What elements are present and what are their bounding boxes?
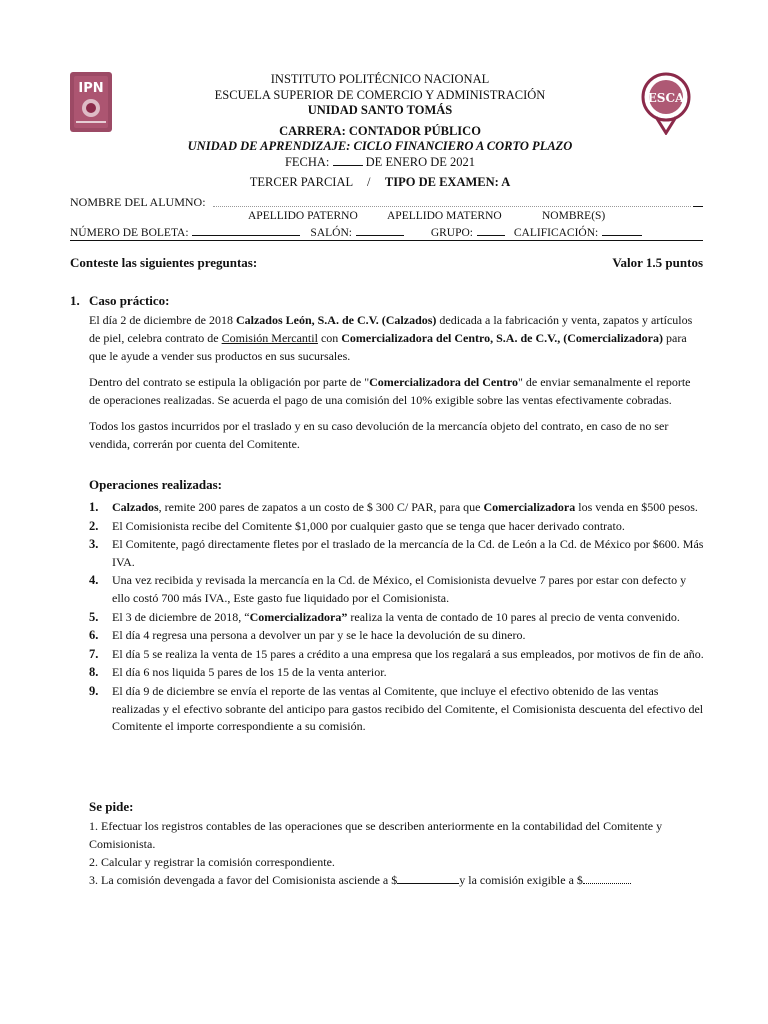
unit-name: UNIDAD SANTO TOMÁS — [307, 103, 453, 117]
case-paragraph-3: Todos los gastos incurridos por el traslado y en su caso devolución de la mercancía objeto del contrato, en caso de no ser vendida, correrán por cuenta del Comitente. — [89, 419, 669, 451]
case-title: Caso práctico: — [89, 293, 170, 308]
case-paragraph-1: El día 2 de diciembre de 2018 Calzados León, S.A. de C.V. (Calzados) dedicada a la fabricación y venta, zapatos y artículos de piel, celebra contrato de Comisión Mercantil con Comercializadora del Centro, S.A. de C.V., (Comercializadora) para que le ayude a vender sus productos en sus sucursales. — [89, 313, 693, 363]
list-item: 3. El Comitente, pagó directamente fletes por el traslado de la mercancía de la Cd. de León a la Cd. de México por $600. Más IVA. — [89, 537, 704, 569]
school-name: ESCUELA SUPERIOR DE COMERCIO Y ADMINISTRACIÓN — [214, 88, 546, 102]
grupo-field[interactable] — [477, 224, 505, 236]
ops-title-box — [89, 476, 704, 494]
list-item: 1. Calzados, remite 200 pares de zapatos a un costo de $ 300 C/ PAR, para que Comercializadora los venda en $500 pesos. — [89, 500, 698, 514]
boleta-row — [70, 224, 703, 241]
operations-list — [89, 499, 704, 737]
partial-label: TERCER PARCIAL — [249, 175, 353, 189]
career: CARRERA: CONTADOR PÚBLICO — [279, 124, 481, 138]
list-item: 4. Una vez recibida y revisada la mercancía en la Cd. de México, el Comisionista devuelve 7 pares por estar con defecto y ello costó 700 más IVA., Este gasto fue liquidado por el Comisionista. — [89, 573, 687, 605]
svg-text:ESCA: ESCA — [647, 91, 685, 105]
list-item: 2. El Comisionista recibe del Comitente $1,000 por cualquier gasto que se tenga que hacer derivado contrato. — [89, 518, 625, 533]
exam-date — [120, 154, 640, 170]
list-item: 9. El día 9 de diciembre se envía el reporte de las ventas al Comitente, que incluye el efectivo obtenido de las ventas realizadas y el efectivo sobrante del anticipo para gastos recibido del Comitente, el Comisionista descuenta del efectivo del Comitente el importe correspondiente a su comisión. — [89, 683, 704, 734]
boleta-field[interactable] — [192, 224, 300, 236]
requirement-2: 2. Calcular y registrar la comisión correspondiente. — [89, 855, 335, 869]
ipn-logo — [68, 70, 114, 134]
salon-field[interactable] — [356, 224, 404, 236]
name-field-end — [693, 206, 703, 207]
list-item: 8. El día 6 nos liquida 5 pares de los 15 de la venta anterior. — [89, 665, 387, 680]
name-columns — [70, 210, 703, 224]
name-field[interactable] — [213, 206, 691, 207]
separator: / — [367, 175, 371, 189]
list-item: 5. El 3 de diciembre de 2018, “Comercializadora” realiza la venta de contado de 10 pares al precio de venta convenido. — [89, 609, 680, 624]
requirements-list — [89, 817, 704, 889]
commission-due-field[interactable] — [583, 871, 631, 884]
institute-name: INSTITUTO POLITÉCNICO NACIONAL — [270, 72, 490, 86]
esca-logo — [640, 71, 692, 135]
date-blank[interactable] — [333, 154, 363, 166]
exam-type: TIPO DE EXAMEN: A — [384, 175, 511, 189]
calificacion-label: CALIFICACIÓN: — [513, 227, 599, 239]
pide-title: Se pide: — [89, 799, 134, 814]
salon-label: SALÓN: — [310, 227, 352, 239]
col-materno: APELLIDO MATERNO — [387, 210, 502, 222]
requirements — [89, 798, 704, 816]
list-item: 6. El día 4 regresa una persona a devolver un par y se le hace la devolución de su dinero. — [89, 628, 526, 643]
calificacion-field[interactable] — [602, 224, 642, 236]
instructions-text: Conteste las siguientes preguntas: — [70, 255, 258, 270]
course-name: UNIDAD DE APRENDIZAJE: CICLO FINANCIERO A CORTO PLAZO — [187, 139, 573, 153]
points-value: Valor 1.5 puntos — [612, 255, 703, 270]
date-label: FECHA: — [284, 155, 333, 169]
exam-info — [120, 175, 640, 190]
svg-text:IPN: IPN — [78, 81, 104, 96]
date-suffix: DE ENERO DE 2021 — [362, 155, 476, 169]
instructions-row — [70, 255, 703, 271]
grupo-label: GRUPO: — [430, 227, 474, 239]
case-body — [89, 292, 704, 461]
requirement-3: 3. La comisión devengada a favor del Comisionista asciende a $ y la comisión exigible a $ — [89, 871, 704, 889]
name-label: NOMBRE DEL ALUMNO: — [70, 195, 206, 209]
col-nombres: NOMBRE(S) — [542, 210, 606, 222]
commission-accrued-field[interactable] — [397, 871, 459, 884]
student-name-row — [70, 195, 703, 211]
col-paterno: APELLIDO PATERNO — [248, 210, 358, 222]
boleta-label: NÚMERO DE BOLETA: — [70, 227, 189, 239]
question-number: 1. — [70, 293, 80, 308]
case-paragraph-2: Dentro del contrato se estipula la obligación por parte de "Comercializadora del Centro" de enviar semanalmente el reporte de operaciones realizadas. Se acuerda el pago de una comisión del 10% exigible sobre las ventas efectivamente cobradas. — [89, 375, 691, 407]
requirement-1: 1. Efectuar los registros contables de las operaciones que se describen anteriormente en la contabilidad del Comitente y Comisionista. — [89, 819, 663, 851]
list-item: 7. El día 5 se realiza la venta de 15 pares a crédito a una empresa que los regalará a sus empleados, por motivos de fin de año. — [89, 646, 704, 661]
ops-title: Operaciones realizadas: — [89, 477, 222, 492]
